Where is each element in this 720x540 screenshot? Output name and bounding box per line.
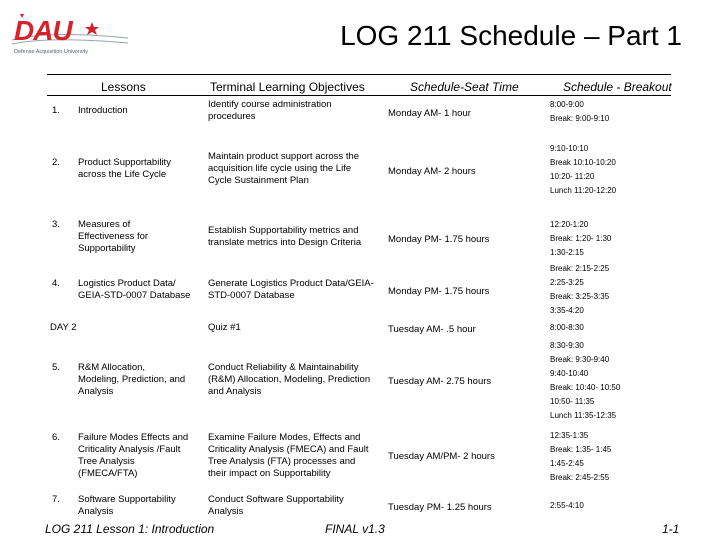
footer-page-number: 1-1: [662, 522, 680, 536]
breakout-line: Break: 1:35- 1:45: [550, 445, 612, 454]
breakout-line: Break: 2:15-2:25: [550, 264, 610, 273]
dau-logo-graphic: [10, 10, 140, 56]
breakout-line: 3:35-4:20: [550, 306, 584, 315]
header-seat-time: Schedule-Seat Time: [410, 80, 519, 94]
logo-subtitle: Defense Acquisition University: [14, 49, 88, 55]
breakout-line: 9:10-10:10: [550, 144, 589, 153]
objective-line: Analysis: [208, 506, 244, 517]
objective-line: Maintain product support across the: [208, 151, 360, 162]
svg-text:DAU: DAU: [14, 15, 72, 46]
objective-line: (R&M) Allocation, Modeling, Prediction: [208, 374, 371, 385]
breakout-line: 8:30-9:30: [550, 341, 584, 350]
lesson-title-line: Effectiveness for: [78, 231, 149, 242]
lesson-title-line: (FMECA/FTA): [78, 468, 138, 479]
lesson-number: 5.: [52, 362, 60, 373]
breakout-line: 10:50- 11:35: [550, 397, 595, 406]
page-title: LOG 211 Schedule – Part 1: [340, 20, 682, 51]
breakout-line: Break: 9:30-9:40: [550, 355, 610, 364]
lesson-number: 2.: [52, 157, 60, 168]
lesson-number: 3.: [52, 219, 60, 230]
objective-line: Conduct Software Supportability: [208, 494, 344, 505]
header-rule: [47, 95, 671, 96]
objective-line: Identify course administration: [208, 99, 332, 110]
seat-time: Tuesday AM/PM- 2 hours: [388, 451, 495, 462]
dau-logo: [10, 10, 140, 56]
lesson-title-line: Software Supportability: [78, 494, 176, 505]
lesson-title-line: Introduction: [78, 105, 128, 116]
lesson-title-line: GEIA-STD-0007 Database: [78, 290, 191, 301]
objective-line: translate metrics into Design Criteria: [208, 237, 362, 248]
seat-time: Tuesday AM- 2.75 hours: [388, 376, 492, 387]
lesson-title-line: R&M Allocation,: [78, 362, 146, 373]
lesson-number: 6.: [52, 432, 60, 443]
objective-line: STD-0007 Database: [208, 290, 295, 301]
header-breakout: Schedule - Breakout: [563, 80, 672, 94]
seat-time: Monday AM- 1 hour: [388, 108, 471, 119]
objective-line: acquisition life cycle using the Life: [208, 163, 352, 174]
footer-version: FINAL v1.3: [325, 522, 385, 536]
breakout-line: Break: 10:40- 10:50: [550, 383, 621, 392]
objective-line: Examine Failure Modes, Effects and: [208, 432, 361, 443]
lesson-title-line: Product Supportability: [78, 157, 171, 168]
lesson-number: 1.: [52, 105, 60, 116]
header-lessons: Lessons: [101, 80, 146, 94]
objective-line: procedures: [208, 111, 256, 122]
header-objectives: Terminal Learning Objectives: [210, 80, 365, 94]
breakout-line: 1:30-2:15: [550, 248, 584, 257]
lesson-title-line: Analysis: [78, 386, 114, 397]
lesson-title-line: Measures of: [78, 219, 131, 230]
seat-time: Monday PM- 1.75 hours: [388, 234, 490, 245]
breakout-line: Lunch 11:35-12:35: [550, 411, 617, 420]
lesson-title-line: Logistics Product Data/: [78, 278, 176, 289]
objective-line: Establish Supportability metrics and: [208, 225, 359, 236]
footer-lesson: LOG 211 Lesson 1: Introduction: [45, 522, 215, 536]
seat-time: Monday AM- 2 hours: [388, 166, 476, 177]
objective-line: Criticality Analysis (FMECA) and Fault: [208, 444, 369, 455]
breakout-line: Break: 3:25-3:35: [550, 292, 610, 301]
objective-line: Conduct Reliability & Maintainability: [208, 362, 359, 373]
objective-line: Quiz #1: [208, 322, 241, 333]
breakout-line: 10:20- 11:20: [550, 172, 595, 181]
objective-line: Tree Analysis (FTA) processes and: [208, 456, 356, 467]
breakout-line: 12:20-1:20: [550, 220, 589, 229]
table-top-rule: [47, 74, 671, 75]
lesson-number: DAY 2: [50, 322, 77, 333]
breakout-line: Break: 1:20- 1:30: [550, 234, 612, 243]
seat-time: Tuesday AM- .5 hour: [388, 324, 476, 335]
breakout-line: 8:00-8:30: [550, 323, 584, 332]
breakout-line: Break: 2:45-2:55: [550, 473, 610, 482]
breakout-line: 12:35-1:35: [550, 431, 589, 440]
lesson-title-line: Analysis: [78, 506, 114, 517]
lesson-title-line: Criticality Analysis /Fault: [78, 444, 181, 455]
breakout-line: 2:55-4:10: [550, 501, 584, 510]
breakout-line: Break 10:10-10:20: [550, 158, 616, 167]
lesson-number: 4.: [52, 278, 60, 289]
breakout-line: Lunch 11:20-12:20: [550, 186, 617, 195]
lesson-number: 7.: [52, 494, 60, 505]
lesson-title-line: Modeling, Prediction, and: [78, 374, 186, 385]
lesson-title-line: Supportability: [78, 243, 136, 254]
breakout-line: 1:45-2:45: [550, 459, 584, 468]
seat-time: Monday PM- 1.75 hours: [388, 286, 490, 297]
objective-line: Generate Logistics Product Data/GEIA-: [208, 278, 374, 289]
breakout-line: 9:40-10:40: [550, 369, 589, 378]
breakout-line: 8:00-9:00: [550, 100, 584, 109]
objective-line: and Analysis: [208, 386, 262, 397]
breakout-line: 2:25-3:25: [550, 278, 584, 287]
lesson-title-line: Tree Analysis: [78, 456, 135, 467]
objective-line: their impact on Supportability: [208, 468, 331, 479]
lesson-title-line: across the Life Cycle: [78, 169, 167, 180]
objective-line: Cycle Sustainment Plan: [208, 175, 309, 186]
breakout-line: Break: 9:00-9:10: [550, 114, 610, 123]
lesson-title-line: Failure Modes Effects and: [78, 432, 189, 443]
seat-time: Tuesday PM- 1.25 hours: [388, 502, 492, 513]
